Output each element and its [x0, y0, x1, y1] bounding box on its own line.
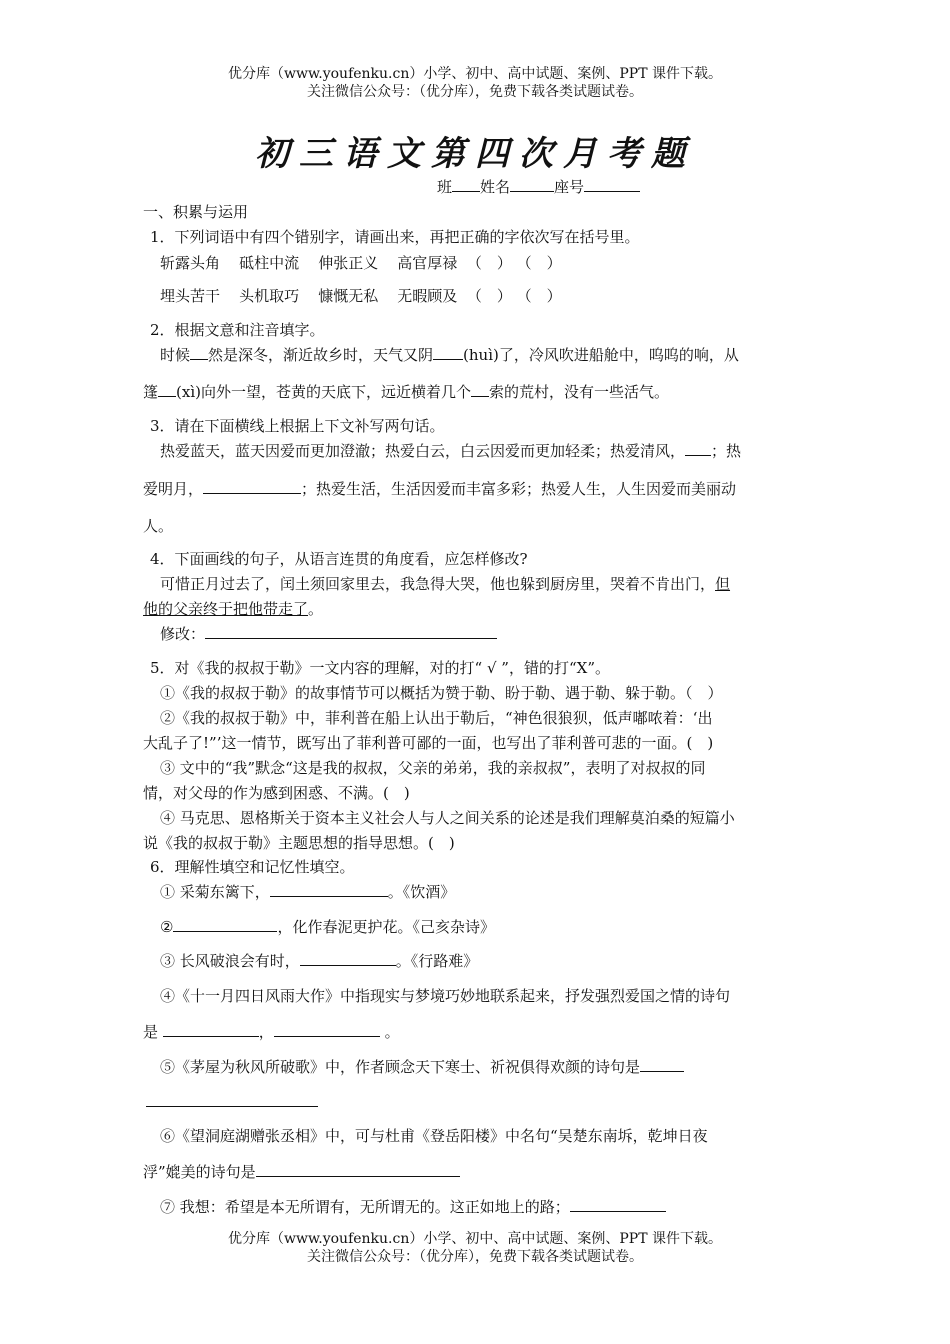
q2-blank[interactable] [471, 382, 489, 397]
q1-word: 无暇顾及 [397, 287, 458, 305]
q4-underlined: 但 [715, 575, 731, 593]
q1-word: 慷慨无私 [318, 287, 379, 305]
q5-item2b: 大乱子了!”’这一情节，既写出了菲利普可鄙的一面，也写出了菲利普可悲的一面。( ) [143, 734, 714, 752]
q3-blank[interactable] [203, 479, 301, 494]
q1-word: 高官厚禄 [397, 254, 458, 272]
q5-item1: ①《我的叔叔于勒》的故事情节可以概括为赞于勒、盼于勒、遇于勒、躲于勒。（ ） [160, 684, 723, 702]
q6-blank[interactable] [173, 917, 277, 932]
q2-line1 [160, 345, 825, 365]
section-heading: 一、积累与运用 [143, 203, 249, 221]
q5-item4a: ④ 马克思、恩格斯关于资本主义社会人与人之间关系的论述是我们理解莫泊桑的短篇小 [160, 809, 735, 827]
name-label: 姓名 [480, 178, 511, 196]
q2-text: 索的荒村，没有一些活气。 [488, 383, 669, 401]
footer-line-2: 关注微信公众号：（优分库），免费下载各类试题试卷。 [307, 1249, 643, 1265]
q1-word: 斩露头角 [160, 254, 221, 272]
q2-text: (xì)向外一望，苍黄的天底下，远近横着几个 [176, 383, 471, 401]
q6-blank[interactable] [300, 951, 396, 966]
q6-item7 [160, 1197, 825, 1217]
q6-item4b [143, 1022, 808, 1042]
q3-text: ；热 [711, 442, 742, 460]
q6-item2 [160, 917, 825, 937]
q2-blank[interactable] [433, 345, 463, 360]
q5-item3a: ③ 文中的“我”默念“这是我的叔叔，父亲的弟弟，我的亲叔叔”，表明了对叔叔的同 [160, 759, 706, 777]
q6-item4a: ④《十一月四日风雨大作》中指现实与梦境巧妙地联系起来，抒发强烈爱国之情的诗句 [160, 987, 731, 1005]
page-title: 初三语文第四次月考题 [255, 134, 695, 174]
q4-line2 [143, 599, 808, 619]
q6-blank[interactable] [146, 1092, 318, 1107]
q2-text: 篷 [143, 383, 159, 401]
q6-text: ② [160, 918, 174, 936]
q6-text: ① 采菊东篱下， [160, 883, 270, 901]
q1-answer-paren[interactable]: （ ） [516, 287, 562, 305]
q1-word: 埋头苦干 [160, 287, 221, 305]
q6-text: ， [258, 1023, 274, 1041]
q3-line3: 人。 [143, 517, 174, 535]
q6-blank[interactable] [256, 1162, 460, 1177]
header-line-2: 关注微信公众号：（优分库），免费下载各类试题试卷。 [307, 84, 643, 100]
q6-item5 [160, 1057, 825, 1077]
q6-blank[interactable] [270, 882, 388, 897]
q5-prompt: 5．对《我的叔叔于勒》一文内容的理解，对的打“ √ ”，错的打“X”。 [150, 659, 610, 677]
q3-prompt: 3．请在下面横线上根据上下文补写两句话。 [150, 417, 445, 435]
q6-text: 。《行路难》 [395, 952, 479, 970]
q2-line2 [143, 382, 808, 402]
q6-text: 浮”媲美的诗句是 [143, 1163, 256, 1181]
footer-line-1: 优分库（www.youfenku.cn）小学、初中、高中试题、案例、PPT 课件下载。 [227, 1231, 722, 1247]
q6-item1 [160, 882, 825, 902]
q6-item3 [160, 951, 825, 971]
q6-text: 。《饮酒》 [387, 883, 456, 901]
q1-row2 [160, 286, 825, 306]
q6-blank[interactable] [640, 1057, 684, 1072]
q5-item2a: ②《我的叔叔于勒》中，菲利普在船上认出于勒后，“神色很狼狈，低声嘟哝着：‘出 [160, 709, 713, 727]
q4-prompt: 4．下面画线的句子，从语言连贯的角度看，应怎样修改? [150, 550, 528, 568]
q3-text: 爱明月， [143, 480, 204, 498]
q6-blank[interactable] [274, 1022, 380, 1037]
q6-item6a: ⑥《望洞庭湖赠张丞相》中，可与杜甫《登岳阳楼》中名句“吴楚东南坼，乾坤日夜 [160, 1127, 708, 1145]
q4-line1 [160, 574, 825, 594]
class-label: 班 [437, 178, 453, 196]
q1-answer-paren[interactable]: （ ） [466, 287, 512, 305]
q2-blank[interactable] [158, 382, 176, 397]
q2-text: (huì)了，冷风吹进船舱中，呜呜的响，从 [463, 346, 739, 364]
q6-text: ⑦ 我想：希望是本无所谓有，无所谓无的。这正如地上的路； [160, 1198, 570, 1216]
q2-text: 时候 [160, 346, 191, 364]
name-blank[interactable] [510, 177, 554, 192]
q6-text: ，化作春泥更护花。《己亥杂诗》 [277, 918, 495, 936]
q1-word: 砥柱中流 [239, 254, 300, 272]
q4-fix-label: 修改： [160, 625, 206, 643]
student-info [437, 177, 950, 197]
q6-prompt: 6．理解性填空和记忆性填空。 [150, 858, 355, 876]
q1-word: 伸张正义 [318, 254, 379, 272]
q1-word: 头机取巧 [239, 287, 300, 305]
header-line-1: 优分库（www.youfenku.cn）小学、初中、高中试题、案例、PPT 课件下载。 [227, 66, 722, 82]
q4-text: 。 [308, 600, 324, 618]
q4-fix-blank[interactable] [205, 624, 497, 639]
q3-text: ；热爱生活，生活因爱而丰富多彩；热爱人生，人生因爱而美丽动 [301, 480, 737, 498]
q6-text: ⑤《茅屋为秋风所破歌》中，作者顾念天下寒士、祈祝俱得欢颜的诗句是 [160, 1058, 641, 1076]
q2-prompt: 2．根据文意和注音填字。 [150, 321, 325, 339]
seat-blank[interactable] [584, 177, 640, 192]
q4-fix [160, 624, 825, 644]
q1-answer-paren[interactable]: （ ） [516, 254, 562, 272]
q1-prompt: 1．下列词语中有四个错别字，请画出来，再把正确的字依次写在括号里。 [150, 228, 640, 246]
q6-text: ③ 长风破浪会有时， [160, 952, 300, 970]
q2-text: 然是深冬，渐近故乡时，天气又阴 [208, 346, 434, 364]
q6-item5-cont [146, 1092, 811, 1112]
q6-text: 是 [143, 1023, 159, 1041]
q6-text: 。 [384, 1023, 400, 1041]
q3-line2 [143, 479, 808, 499]
q6-blank[interactable] [163, 1022, 259, 1037]
q6-item6b [143, 1162, 808, 1182]
q5-item4b: 说《我的叔叔于勒》主题思想的指导思想。( ) [143, 834, 455, 852]
seat-label: 座号 [554, 178, 585, 196]
q3-line1 [160, 441, 825, 461]
q4-underlined: 他的父亲终于把他带走了 [143, 600, 309, 618]
q1-answer-paren[interactable]: （ ） [466, 254, 512, 272]
q1-row1 [160, 253, 825, 273]
q5-item3b: 情，对父母的作为感到困惑、不满。( ) [143, 784, 410, 802]
q3-text: 热爱蓝天，蓝天因爱而更加澄澈；热爱白云，白云因爱而更加轻柔；热爱清风， [160, 442, 686, 460]
class-blank[interactable] [452, 177, 480, 192]
q6-blank[interactable] [570, 1197, 666, 1212]
q2-blank[interactable] [190, 345, 208, 360]
q4-text: 可惜正月过去了，闰土须回家里去，我急得大哭，他也躲到厨房里，哭着不肯出门， [160, 575, 716, 593]
q3-blank[interactable] [685, 441, 711, 456]
